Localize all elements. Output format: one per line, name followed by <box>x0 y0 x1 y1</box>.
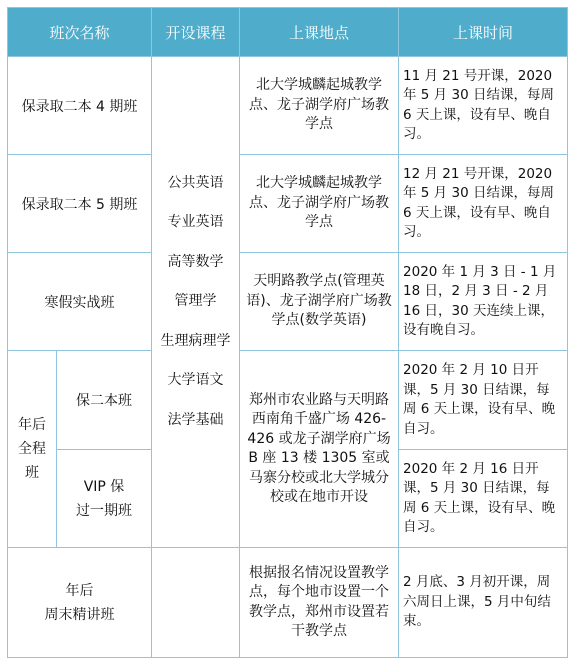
table-row <box>8 253 568 351</box>
class-name-line: VIP 保 <box>83 478 125 495</box>
group-label-line: 班 <box>25 465 39 481</box>
table-row <box>8 548 568 658</box>
course-item: 生理病理学 <box>160 332 231 349</box>
header-time: 上课时间 <box>399 8 568 57</box>
group-label-cell <box>8 351 57 548</box>
class-name-cell: 寒假实战班 <box>8 253 152 351</box>
time-cell: 11 月 21 号开课，2020 年 5 月 30 日结课，每周 6 天上课，设有早、晚自习。 <box>399 57 568 155</box>
class-name-cell <box>57 450 152 548</box>
class-name-line: 年后 <box>65 582 94 599</box>
course-item: 管理学 <box>174 293 217 310</box>
time-cell: 2 月底、3 月初开课，周六周日上课，5 月中旬结束。 <box>399 548 568 658</box>
time-cell: 2020 年 2 月 16 日开课，5 月 30 日结课，每周 6 天上课，设有早、晚自习。 <box>399 450 568 548</box>
class-name-cell <box>8 548 152 658</box>
course-item: 专业英语 <box>167 214 224 231</box>
course-item: 公共英语 <box>167 174 224 191</box>
class-schedule-table <box>7 7 568 658</box>
course-item: 法学基础 <box>167 411 224 428</box>
table-header-row <box>8 8 568 57</box>
time-cell: 2020 年 1 月 3 日 - 1 月 18 日，2 月 3 日 - 2 月 16 日，30 天连续上课，设有晚自习。 <box>399 253 568 351</box>
course-item: 高等数学 <box>167 253 224 270</box>
header-class-name: 班次名称 <box>8 8 152 57</box>
table-row <box>8 57 568 155</box>
table-row <box>8 155 568 253</box>
class-name-cell: 保二本班 <box>57 351 152 450</box>
header-location: 上课地点 <box>240 8 399 57</box>
time-cell: 12 月 21 号开课，2020 年 5 月 30 日结课，每周 6 天上课，设有早、晚自习。 <box>399 155 568 253</box>
location-cell: 北大学城麟起城教学点、龙子湖学府广场教学点 <box>240 57 399 155</box>
class-name-line: 过一期班 <box>76 502 132 519</box>
location-cell: 天明路教学点(管理英语)、龙子湖学府广场教学点(数学英语) <box>240 253 399 351</box>
group-label-line: 全程 <box>18 441 46 457</box>
time-cell: 2020 年 2 月 10 日开课，5 月 30 日结课，每周 6 天上课，设有早、晚自习。 <box>399 351 568 450</box>
table-row <box>8 351 568 450</box>
location-cell: 北大学城麟起城教学点、龙子湖学府广场教学点 <box>240 155 399 253</box>
class-name-line: 周末精讲班 <box>44 606 115 623</box>
location-cell: 郑州市农业路与天明路西南角千盛广场 426-426 或龙子湖学府广场 B 座 13 楼 1305 室或马寨分校或北大学城分校或在地市开设 <box>240 351 399 548</box>
location-cell: 根据报名情况设置教学点，每个地市设置一个教学点，郑州市设置若干教学点 <box>240 548 399 658</box>
courses-cell <box>152 57 240 548</box>
class-name-cell: 保录取二本 5 期班 <box>8 155 152 253</box>
header-courses: 开设课程 <box>152 8 240 57</box>
group-label-line: 年后 <box>18 417 46 433</box>
course-item: 大学语文 <box>167 372 224 389</box>
class-name-cell: 保录取二本 4 期班 <box>8 57 152 155</box>
courses-cell-empty <box>152 548 240 658</box>
